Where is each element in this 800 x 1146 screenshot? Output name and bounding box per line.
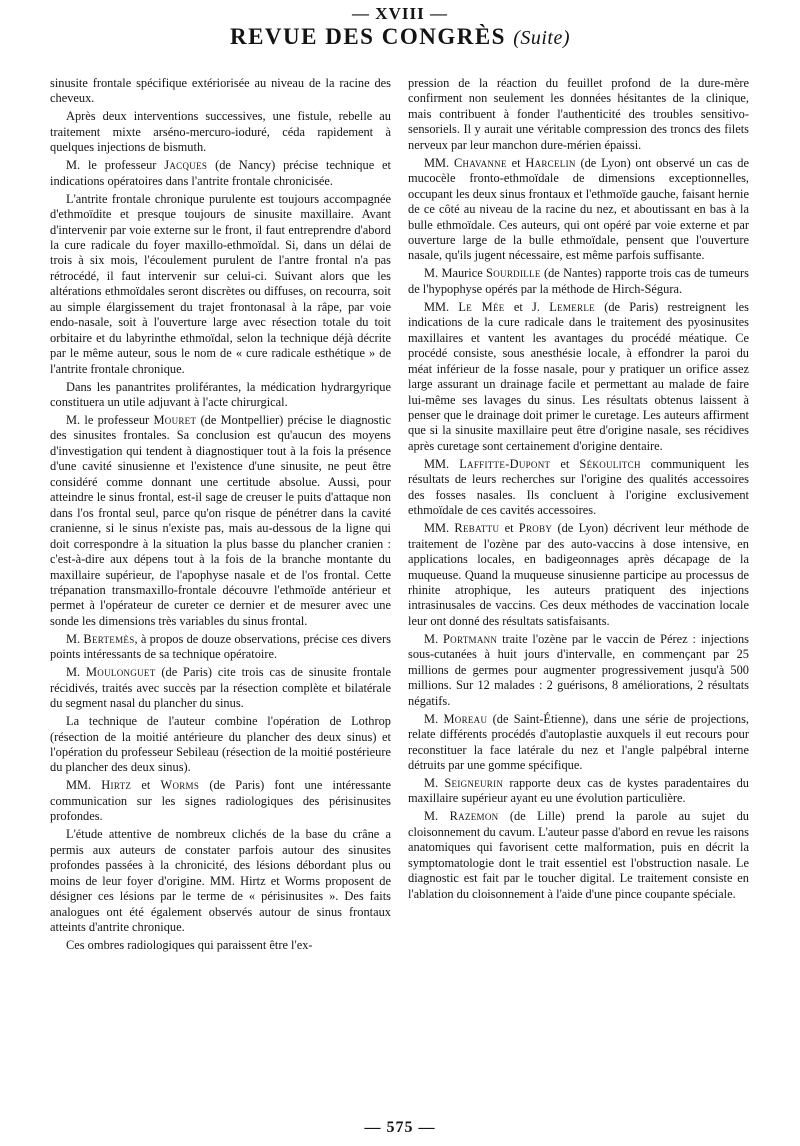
right-column: [408, 76, 749, 1116]
author-name: Moulonguet: [85, 665, 156, 680]
author-name: Sékoulitch: [579, 456, 641, 471]
paragraph: MM. Hirtz et Worms (de Paris) font une intéressante communication sur les signes radiologiques des périsinusites profondes.: [50, 778, 391, 824]
paragraph: L'étude attentive de nombreux clichés de la base du crâne a permis aux auteurs de constater parfois autour des sinusites profondes passées à la chronicité, des lésions débordant plus ou moins de leur foyer d'origine. MM. Hirtz et Worms proposent de désigner ces lésions par le terme de « périsinusites ». Des faits analogues ont été également observés autour de sinus frontaux atteints d'antrite chronique.: [50, 827, 391, 935]
author-name: Mouret: [153, 413, 197, 428]
author-name: Hirtz: [101, 778, 132, 793]
paragraph: Dans les panantrites proliférantes, la médication hydrargyrique constituera un utile adjuvant à l'acte chirurgical.: [50, 379, 391, 410]
author-name: Rebattu: [454, 521, 500, 536]
author-name: Jacques: [164, 158, 208, 173]
author-name: Worms: [160, 778, 200, 793]
paragraph: M. Razemon (de Lille) prend la parole au sujet du cloisonnement du cavum. L'auteur passe d'abord en revue les raisons anatomiques qui favorisent cette malformation, puis en décrit la symptomatologie dont le trait essentiel est l'obstruction nasale. Le diagnostic est fait par le toucher digital. Le traitement consiste en l'ablation du cloisonnement à l'aide d'une pince coupante spéciale.: [408, 809, 749, 901]
journal-title: REVUE DES CONGRÈS: [229, 24, 506, 49]
paragraph: La technique de l'auteur combine l'opération de Lothrop (résection de la moitié antérieure du plancher des deux sinus) et l'opération du professeur Sebileau (résection de la moitié postérieure du plancher des deux sinus).: [50, 714, 391, 775]
author-name: Bertemès: [83, 631, 135, 646]
page-roman-numeral: — XVIII —: [352, 4, 448, 23]
journal-header: [0, 24, 800, 50]
journal-title-suite: (Suite): [513, 27, 571, 49]
paragraph: M. le professeur Mouret (de Montpellier) précise le diagnostic des sinusites frontales. Sa conclusion est qu'aucun des moyens d'investigation qui tendent à diagnostiquer tout à la fois la présence d'une cavité sinusienne et l'existence d'une sinusite, ne peut être considéré comme donnant une certitude absolue. Aussi, pour atteindre le sinus frontal, est-il sage de creuser le puits d'attaque non dans l'os frontal seul, parce qu'on risque de pénétrer dans la cavité cranienne, si le sinus n'existe pas, mais au-dessous de la ligne qui doit correspondre à la situation la plus basse du plancher cranien : c'est-à-dire aux dépens tout à la fois de la branche montante du maxillaire supérieur, de l'apophyse nasale et de l'os frontal. Cette trépanation transmaxillo-frontale découvre l'ethmoïde antérieur et permet à l'opérateur de cureter ce dernier et de mesurer avec une sonde les dimensions très variables du sinus frontal.: [50, 413, 391, 628]
paragraph: pression de la réaction du feuillet profond de la dure-mère confirment non seulement les données hésitantes de la clinique, mais contribuent à fonder l'authenticité des troubles sensitivo-sensoriels. Il y aurait une véritable compression des troncs des filets nerveux par leur manchon dure-mérien épaissi.: [408, 76, 749, 152]
paragraph: Après deux interventions successives, une fistule, rebelle au traitement mixte arséno-mercuro-ioduré, céda rapidement à quelques injections de bismuth.: [50, 109, 391, 155]
author-name: Laffitte-Dupont: [459, 456, 551, 471]
paragraph: M. Maurice Sourdille (de Nantes) rapporte trois cas de tumeurs de l'hypophyse opérés par la méthode de Hirch-Ségura.: [408, 266, 749, 296]
author-name: Proby: [518, 521, 553, 536]
paragraph: M. Bertemès, à propos de douze observations, précise ces divers points intéressants de sa technique opératoire.: [50, 631, 391, 662]
left-column: [50, 76, 391, 1116]
paragraph: L'antrite frontale chronique purulente est toujours accompagnée d'ethmoïdite et presque toujours de sinusite maxillaire. Avant d'intervenir par voie externe sur le front, il faut entreprendre d'abord la cure radicale du foyer maxillo-ethmoïdal. Si, dans un délai de trois à six mois, l'écoulement purulent de l'antre frontal n'a pas rétrocédé, il faut intervenir sur celui-ci. Suivant alors que les altérations ethmoïdales seront discrètes ou diffuses, on recourra, soit au simple élargissement du trajet frontonasal à la râpe, par voie endo-nasale, soit à l'ouverture large avec résection totale du toit orbitaire et du labyrinthe ethmoïdal, selon la technique déjà décrite par le même auteur, sous le nom de « cure radicale esthétique » de l'antrite frontale chronique.: [50, 191, 391, 376]
page-number: — 575 —: [364, 1119, 436, 1136]
paragraph: Ces ombres radiologiques qui paraissent être l'ex-: [66, 937, 313, 952]
author-name: Moreau: [443, 711, 488, 726]
author-name: Harcelin: [525, 155, 576, 170]
paragraph: M. Seigneurin rapporte deux cas de kystes paradentaires du maxillaire supérieur ayant eu une évolution particulière.: [408, 775, 749, 806]
author-name: Chavanne: [453, 155, 507, 170]
paragraph: MM. Laffitte-Dupont et Sékoulitch communiquent les résultats de leurs recherches sur l'origine des qualités accessoires des fosses nasales. Ils concluent à l'origine exclusivement ethmoïdale de ces cavités accessoires.: [408, 456, 749, 518]
paragraph: MM. Rebattu et Proby (de Lyon) décrivent leur méthode de traitement de l'ozène par des auto-vaccins à dose intensive, en applications locales, en badigeonnages après décapage de la muqueuse. Quand la muqueuse sinusienne participe au processus de rhinite atrophique, les auteurs pratiquent des injections intrasinusales de vaccins. Ces deux méthodes de vaccination locale leur ont donné des résultats satisfaisants.: [408, 521, 749, 628]
author-name: Le Mée: [458, 299, 505, 314]
author-name: Seigneurin: [444, 775, 504, 790]
author-name: Sourdille: [486, 266, 541, 281]
paragraph: M. Portmann traite l'ozène par le vaccin de Pérez : injections sous-cutanées à huit jours d'intervalle, en commençant par 25 millions de germes pour augmenter progressivement jusqu'à 500 millions. Sur 12 malades : 2 guérisons, 8 améliorations, 2 résultats négatifs.: [408, 631, 749, 708]
paragraph: M. Moreau (de Saint-Étienne), dans une série de projections, relate différents procédés d'autoplastie auxquels il eut recours pour reconstituer la face latérale du nez et l'angle palpébral interne détruits par une gomme spécifique.: [408, 711, 749, 772]
author-name: Lemerle: [549, 299, 595, 314]
author-name: Razemon: [449, 809, 499, 824]
paragraph: M. Moulonguet (de Paris) cite trois cas de sinusite frontale récidivés, traités avec succès par la résection complète et bilatérale du segment nasal du plancher du sinus.: [50, 665, 391, 711]
author-name: Portmann: [442, 631, 498, 646]
paragraph: MM. Le Mée et J. Lemerle (de Paris) restreignent les indications de la cure radicale dans le traitement des pyosinusites maxillaires et vantent les avantages du procédé méatique. Ce procédé consiste, sous anesthésie locale, à effondrer la paroi du méat inférieur de la fosse nasale, pour y pratiquer un orifice assez large assurant un drainage facile et permettant au malade de faire lui-même ses lavages du sinus. Les résultats obtenus laissent à penser que le drainage doit primer le curetage. Les auteurs affirment que si la sinusite maxillaire peut être d'origine nasale, ses récidives après curetage sont certainement d'origine dentaire.: [408, 299, 749, 453]
paragraph: MM. Chavanne et Harcelin (de Lyon) ont observé un cas de mucocèle fronto-ethmoïdale de dimensions exceptionnelles, occupant les deux sinus frontaux et l'ethmoïde gauche, faisant hernie de ce côté au niveau de la racine du nez, et aboutissant en bas à la bulle ethmoïdale. Ces auteurs, qui ont opéré par voie externe et par ouverture large de la bulle ethmoïdale, pensent que l'ouverture nasale, qu'ils jugent nécessaire, est même parfois suffisante.: [408, 155, 749, 263]
paragraph: M. le professeur Jacques (de Nancy) précise technique et indications opératoires dans l'antrite frontale chronicisée.: [50, 158, 391, 188]
paragraph: sinusite frontale spécifique extériorisée au niveau de la racine des cheveux.: [50, 76, 391, 106]
